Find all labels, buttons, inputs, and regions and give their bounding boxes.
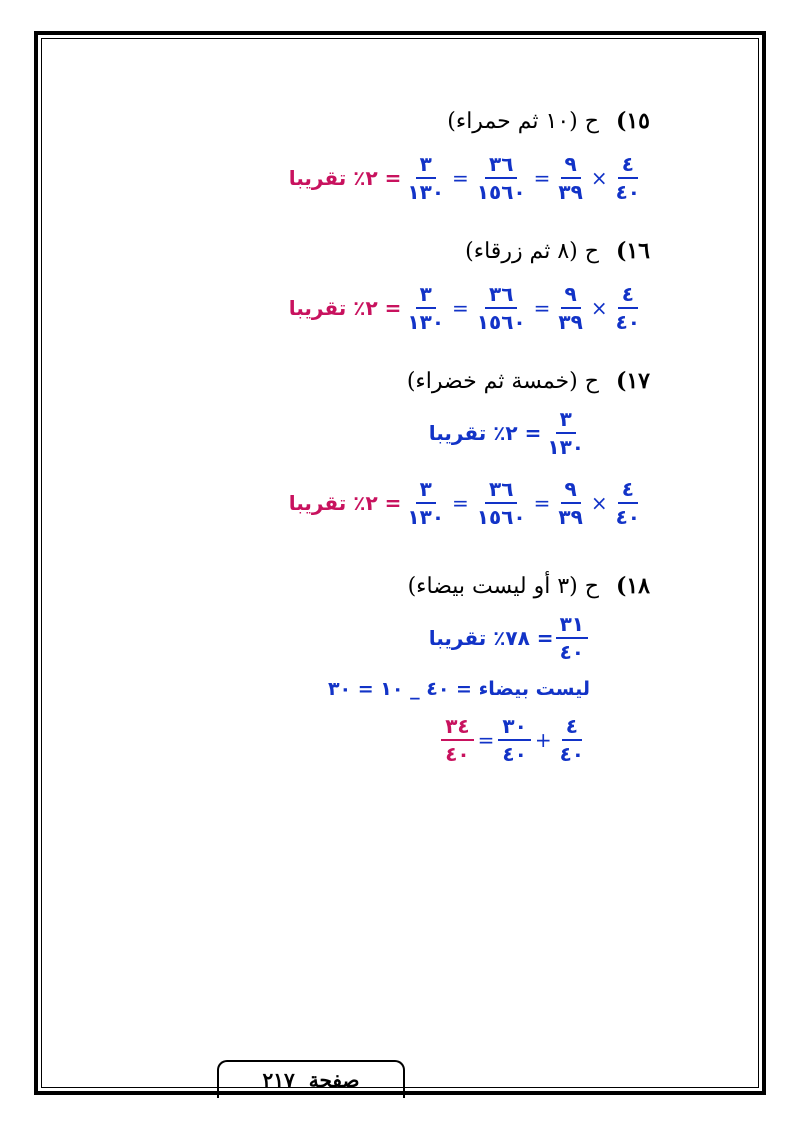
fraction: $\frac{٣}{١٣٠}$	[407, 477, 445, 529]
fraction-result: $\frac{٣٤}{٤٠}$	[441, 715, 473, 765]
fraction: $\frac{٤}{٤٠}$	[615, 152, 640, 204]
problem-prompt: ح (٣ أو ليست بيضاء)	[407, 574, 599, 599]
operator: ×	[590, 166, 608, 190]
operator: =	[533, 491, 551, 515]
operator: =	[452, 296, 469, 320]
fraction: $\frac{٣١}{٤٠}$	[556, 613, 588, 663]
problem-17-equation	[281, 478, 646, 528]
fraction: $\frac{٣٦}{١٥٦٠}$	[476, 477, 526, 529]
problem-18-equation	[439, 715, 590, 765]
operator: ×	[590, 296, 608, 320]
result-text: = ٢٪ تقريبا	[288, 166, 402, 190]
problem-prompt: ح (٨ ثم زرقاء)	[465, 239, 599, 264]
fraction: $\frac{٤}{٤٠}$	[559, 714, 584, 766]
result-text: = ٧٨٪ تقريبا	[428, 626, 554, 650]
fraction: $\frac{٣}{١٣٠}$	[407, 152, 445, 204]
result-text: = ٢٪ تقريبا	[288, 491, 402, 515]
fraction: $\frac{٣}{١٣٠}$	[547, 407, 584, 459]
fraction: $\frac{٩}{٣٩}$	[558, 477, 583, 529]
problem-17-pre-equation	[421, 408, 590, 458]
fraction: $\frac{٣٦}{١٥٦٠}$	[476, 152, 526, 204]
fraction: $\frac{٩}{٣٩}$	[558, 152, 583, 204]
problem-15-equation	[281, 153, 646, 203]
problem-number: ١٦)	[615, 238, 650, 264]
operator: =	[452, 491, 469, 515]
page-label: صفحة	[308, 1068, 360, 1092]
page-number-badge	[217, 1060, 405, 1098]
operator: =	[533, 166, 551, 190]
fraction: $\frac{٤}{٤٠}$	[615, 477, 640, 529]
operator: ×	[590, 491, 608, 515]
problem-18-pre-equation	[421, 613, 590, 663]
problem-18-heading	[408, 573, 650, 599]
result-text: = ٢٪ تقريبا	[428, 421, 542, 445]
fraction: $\frac{٣٦}{١٥٦٠}$	[476, 282, 526, 334]
fraction: $\frac{٣}{١٣٠}$	[407, 282, 445, 334]
operator: =	[477, 728, 495, 752]
problem-prompt: ح (١٠ ثم حمراء)	[447, 109, 599, 134]
problem-16-heading	[465, 238, 650, 264]
fraction: $\frac{٣٠}{٤٠}$	[498, 715, 530, 765]
problem-number: ١٧)	[615, 368, 650, 394]
problem-15-heading	[447, 108, 650, 134]
problem-number: ١٨)	[615, 573, 650, 599]
operator: =	[533, 296, 551, 320]
result-text: = ٢٪ تقريبا	[288, 296, 402, 320]
not-white-line: ليست بيضاء = ٤٠ _ ١٠ = ٣٠	[327, 678, 590, 700]
problem-prompt: ح (خمسة ثم خضراء)	[406, 369, 599, 394]
operator: +	[534, 728, 552, 752]
problem-16-equation	[281, 283, 646, 333]
fraction: $\frac{٤}{٤٠}$	[615, 282, 640, 334]
problem-17-heading	[407, 368, 650, 394]
problem-number: ١٥)	[615, 108, 650, 134]
page-number: ٢١٧	[262, 1068, 295, 1092]
fraction: $\frac{٩}{٣٩}$	[558, 282, 583, 334]
operator: =	[452, 166, 469, 190]
